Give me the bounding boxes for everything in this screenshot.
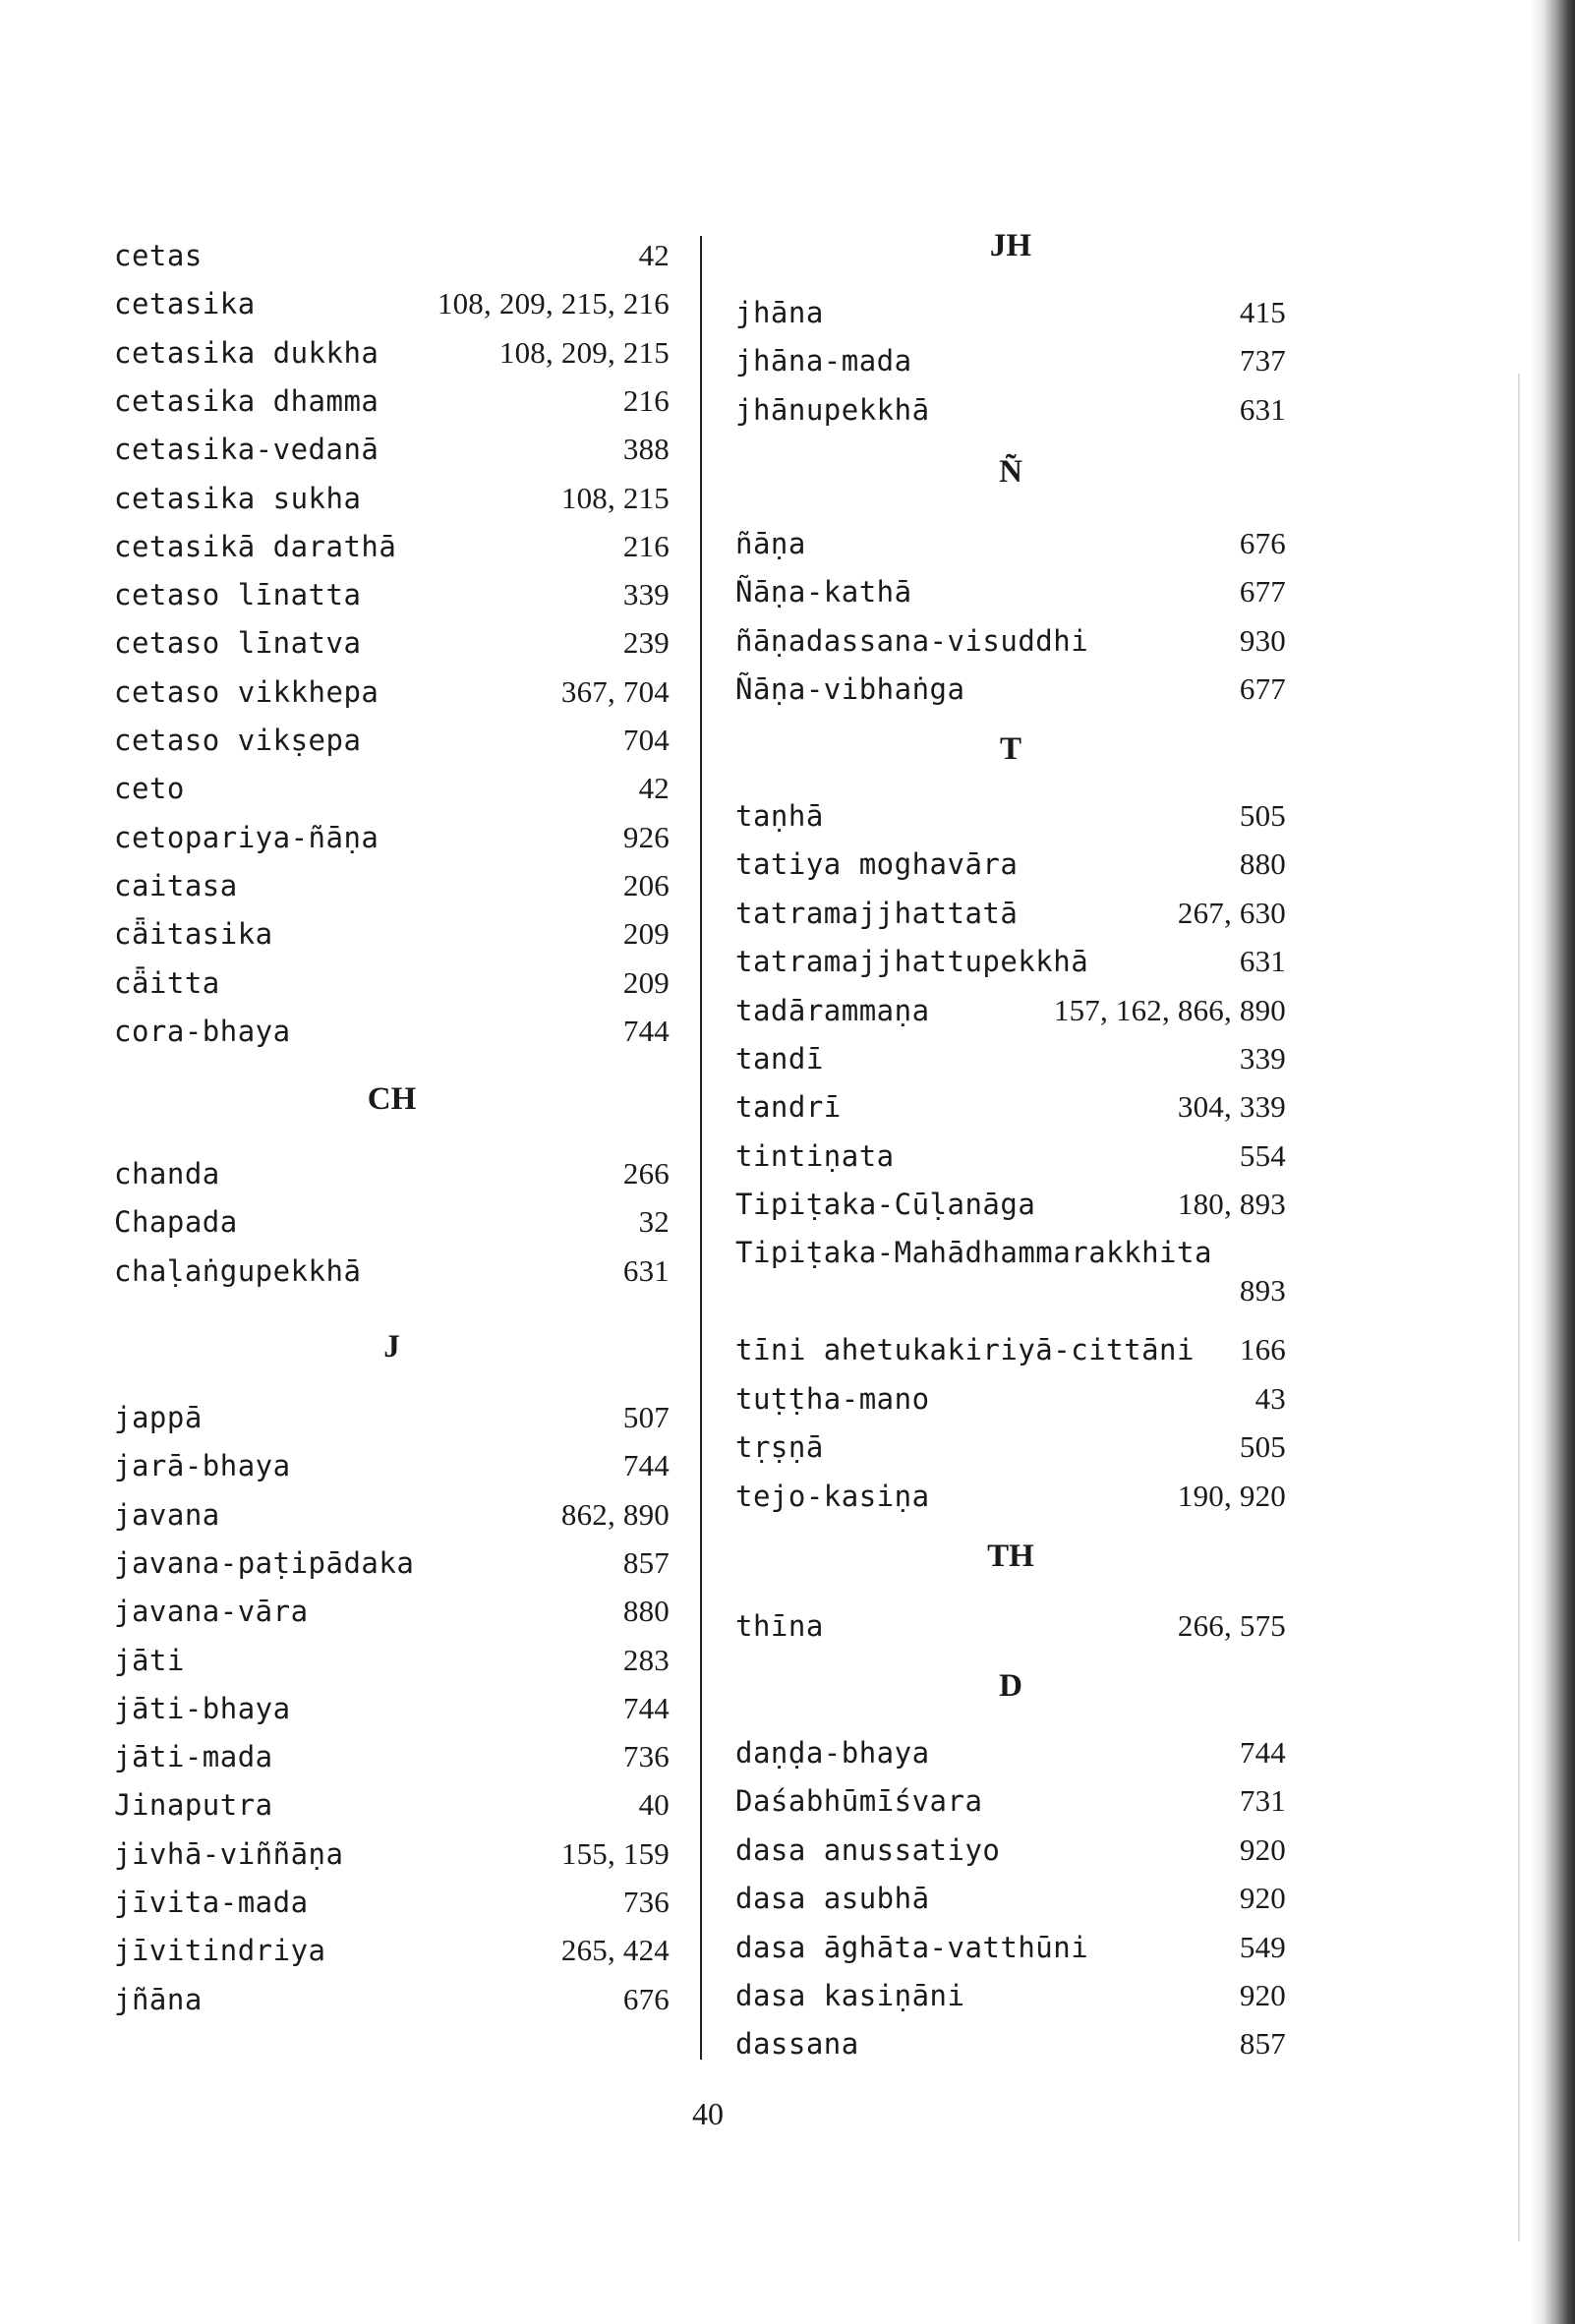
index-entry: [114, 1643, 670, 1686]
page-references: 42: [638, 238, 670, 272]
index-term: tejo-kasiṇa: [735, 1479, 930, 1513]
index-term: tīni ahetukakiriyā-cittāni: [735, 1333, 1195, 1367]
page-references: 283: [622, 1642, 670, 1677]
index-entry: [114, 383, 670, 427]
page-references: 415: [1239, 295, 1286, 329]
index-term: chanda: [114, 1157, 220, 1191]
index-term: tintiṇata: [735, 1138, 895, 1173]
index-entry: [114, 723, 670, 766]
index-term: cetopariya-ñāṇa: [114, 820, 379, 854]
index-term: cetaso līnatva: [114, 626, 362, 661]
index-term: Ñāṇa-kathā: [735, 575, 912, 610]
index-entry: [735, 392, 1286, 436]
index-term: jarā-bhaya: [114, 1449, 291, 1483]
index-entry: [735, 1608, 1286, 1652]
index-entry: [114, 529, 670, 572]
index-term: jhāna-mada: [735, 344, 912, 378]
index-entry: [114, 1933, 670, 1976]
index-term: cetas: [114, 239, 203, 272]
index-term: jñāna: [114, 1982, 203, 2016]
index-term: Ñāṇa-vibhaṅga: [735, 672, 965, 707]
page-references: 862, 890: [560, 1496, 670, 1532]
index-entry: [735, 1978, 1286, 2021]
index-term: jīvitindriya: [114, 1934, 326, 1968]
index-entry: [735, 1930, 1286, 1973]
page-references: 216: [622, 382, 670, 418]
page-references: 744: [622, 1690, 670, 1725]
index-term: tatiya moghavāra: [735, 847, 1019, 882]
index-entry: [114, 1885, 670, 1928]
index-term: Tipiṭaka-Cūḷanāga: [735, 1188, 1036, 1222]
index-term: cetasika: [114, 287, 256, 321]
index-term: cetasika sukha: [114, 481, 362, 515]
page-references: 880: [1239, 846, 1286, 882]
page-references: 505: [1239, 798, 1286, 833]
index-entry: [114, 577, 670, 620]
index-entry: [735, 623, 1286, 667]
index-term: tandrī: [735, 1090, 842, 1125]
index-entry: [114, 625, 670, 668]
index-entry: [735, 1332, 1286, 1375]
page-references: 631: [1239, 944, 1286, 979]
index-term: cetasikā darathā: [114, 529, 397, 563]
index-term: tadārammaṇa: [735, 993, 930, 1027]
column-divider: [700, 236, 702, 2060]
index-entry: [735, 993, 1286, 1036]
page-references: 920: [1239, 1831, 1286, 1867]
index-term: jāti-bhaya: [114, 1691, 291, 1725]
index-term: tatramajjhattatā: [735, 896, 1019, 930]
page-references: 505: [1239, 1429, 1286, 1465]
page-references: 731: [1239, 1783, 1286, 1819]
page-references: 920: [1239, 1978, 1286, 2012]
page-references: 108, 215: [560, 480, 670, 515]
index-entry: [735, 944, 1286, 987]
section-letter-heading: TH: [987, 1539, 1034, 1574]
page-references: 108, 209, 215, 216: [437, 286, 670, 321]
index-entry: [114, 1594, 670, 1637]
page-references: 40: [638, 1787, 670, 1823]
index-entry: [735, 1832, 1286, 1876]
index-entry: [114, 916, 670, 959]
index-entry: [735, 1187, 1286, 1230]
index-entry: [114, 286, 670, 329]
page-references: 367, 704: [560, 673, 670, 709]
page-references: 549: [1239, 1929, 1286, 1964]
index-entry: [114, 771, 670, 814]
page-references: 930: [1239, 622, 1286, 658]
page-references: 267, 630: [1177, 895, 1286, 930]
page-references: 266: [622, 1156, 670, 1191]
index-entry: [735, 295, 1286, 338]
scan-shadow-line: [1518, 374, 1520, 2241]
index-term: ceto: [114, 772, 185, 806]
index-entry: [114, 1787, 670, 1830]
page-references: 216: [622, 528, 670, 563]
index-term: Daśabhūmīśvara: [735, 1784, 983, 1819]
section-letter-heading: J: [383, 1329, 400, 1365]
page-references: 554: [1239, 1137, 1286, 1173]
index-term: jivhā-viññāṇa: [114, 1836, 344, 1871]
index-entry: [735, 1138, 1286, 1182]
index-entry: [735, 1479, 1286, 1522]
index-term: Chapada: [114, 1205, 238, 1240]
index-term: cetaso līnatta: [114, 578, 362, 612]
page-references: 677: [1239, 671, 1286, 707]
page-references: 676: [1239, 526, 1286, 560]
page-references: 239: [622, 625, 670, 661]
page-references: 265, 424: [560, 1933, 670, 1968]
index-entry: [735, 1041, 1286, 1084]
section-letter-heading: D: [999, 1668, 1022, 1704]
page-references: 190, 920: [1177, 1478, 1286, 1513]
page-references: 737: [1239, 343, 1286, 378]
index-entry: [114, 1253, 670, 1297]
index-entry: [735, 1429, 1286, 1473]
section-letter-heading: CH: [367, 1081, 417, 1117]
page-references: 42: [638, 771, 670, 806]
index-entry: [114, 238, 670, 281]
index-entry: [735, 1783, 1286, 1827]
index-term: jhānupekkhā: [735, 392, 930, 427]
scan-binding-edge: [1530, 0, 1575, 2324]
index-term: cetasika dukkha: [114, 335, 379, 370]
index-term: cetasika-vedanā: [114, 433, 379, 467]
page-references: 880: [622, 1594, 670, 1629]
index-entry: [735, 1881, 1286, 1924]
page-references: 43: [1254, 1380, 1286, 1416]
page-references: 155, 159: [560, 1835, 670, 1871]
index-term: daṇḍa-bhaya: [735, 1736, 930, 1770]
page-references: 339: [622, 577, 670, 612]
index-entry: [114, 1156, 670, 1199]
index-entry: [735, 1381, 1286, 1424]
index-term: taṇhā: [735, 799, 824, 833]
page-references: 744: [1239, 1735, 1286, 1770]
index-entry: [114, 335, 670, 378]
index-term: cora-bhaya: [114, 1014, 291, 1048]
page-references: 744: [622, 1013, 670, 1048]
index-term: cǟitasika: [114, 917, 273, 952]
index-entry: [114, 1400, 670, 1443]
page-references: 339: [1239, 1041, 1286, 1075]
page-references: 209: [622, 964, 670, 1000]
section-letter-heading: Ñ: [999, 454, 1022, 490]
index-entry: [735, 798, 1286, 842]
index-entry: [735, 671, 1286, 715]
index-term: ñāṇadassana-visuddhi: [735, 623, 1089, 658]
page-references: 704: [622, 723, 670, 757]
page-references: 206: [622, 867, 670, 902]
index-entry: [735, 896, 1286, 939]
index-term: cetasika dhamma: [114, 383, 379, 418]
index-term: javana-paṭipādaka: [114, 1545, 415, 1580]
index-term: jhāna: [735, 296, 824, 329]
index-entry: [114, 965, 670, 1009]
page-references: 920: [1239, 1881, 1286, 1916]
index-entry: [735, 1735, 1286, 1778]
page-references: 157, 162, 866, 890: [1053, 992, 1286, 1027]
page-references: 857: [1239, 2026, 1286, 2062]
section-letter-heading: JH: [989, 228, 1032, 263]
index-term: tatramajjhattupekkhā: [735, 945, 1089, 979]
index-term: dasa asubhā: [735, 1882, 930, 1916]
index-entry: [114, 868, 670, 911]
page-references: 677: [1239, 574, 1286, 610]
page-references: 108, 209, 215: [498, 334, 670, 370]
page-references: 676: [622, 1981, 670, 2016]
page-references: 209: [622, 916, 670, 952]
index-entry: [114, 1545, 670, 1589]
page-references: 507: [622, 1400, 670, 1434]
page-references: 631: [622, 1252, 670, 1288]
index-term: dasa anussatiyo: [735, 1832, 1001, 1867]
index-entry: [114, 1014, 670, 1057]
page-references: 893: [1239, 1272, 1286, 1307]
index-term: jappā: [114, 1401, 203, 1434]
page-references: 388: [622, 432, 670, 467]
page-references: 180, 893: [1177, 1187, 1286, 1222]
page-references: 744: [622, 1448, 670, 1483]
page-references: 166: [1239, 1332, 1286, 1367]
index-entry: [114, 1497, 670, 1540]
index-term: javana-vāra: [114, 1595, 309, 1629]
index-entry: [735, 526, 1286, 569]
index-term: dassana: [735, 2027, 859, 2062]
index-entry: [114, 674, 670, 718]
index-entry: [735, 574, 1286, 617]
index-term: chaḷaṅgupekkhā: [114, 1253, 362, 1288]
index-entry: [114, 432, 670, 475]
index-term: thīna: [735, 1609, 824, 1643]
index-term: jāti: [114, 1643, 185, 1677]
index-entry: [735, 343, 1286, 386]
index-term: caitasa: [114, 868, 238, 902]
page-references: 266, 575: [1177, 1608, 1286, 1643]
page-references: 304, 339: [1177, 1089, 1286, 1125]
index-entry: [114, 820, 670, 863]
index-term: cetaso vikṣepa: [114, 724, 362, 757]
page-references: 631: [1239, 391, 1286, 427]
index-term: ñāṇa: [735, 527, 806, 560]
index-term: jīvita-mada: [114, 1886, 309, 1919]
index-entry: [735, 1089, 1286, 1133]
page-references: 857: [622, 1544, 670, 1580]
section-letter-heading: T: [999, 731, 1021, 767]
index-entry: [114, 481, 670, 524]
index-entry: [114, 1739, 670, 1782]
index-term: tandī: [735, 1042, 824, 1075]
index-entry: [114, 1982, 670, 2025]
index-entry: [114, 1691, 670, 1734]
index-term: dasa kasiṇāni: [735, 1979, 965, 2012]
index-term: jāti-mada: [114, 1740, 273, 1774]
index-term: tṛṣṇā: [735, 1430, 824, 1465]
page-references: 32: [638, 1204, 670, 1240]
page-number: 40: [692, 2096, 724, 2131]
index-entry: [114, 1836, 670, 1880]
index-term: Jinaputra: [114, 1788, 273, 1823]
index-term: tuṭṭha-mano: [735, 1381, 930, 1416]
index-entry: [735, 846, 1286, 890]
index-term: Tipiṭaka-Mahādhammarakkhita: [735, 1235, 1212, 1269]
index-term: cǟitta: [114, 965, 220, 1000]
index-term: cetaso vikkhepa: [114, 674, 379, 709]
index-entry: [735, 2026, 1286, 2069]
page-references: 736: [622, 1885, 670, 1919]
index-term: javana: [114, 1497, 220, 1532]
index-entry: [114, 1448, 670, 1491]
page-references: 736: [622, 1739, 670, 1774]
page-references: 926: [622, 819, 670, 854]
index-entry: [735, 1236, 1286, 1322]
index-term: dasa āghāta-vatthūni: [735, 1930, 1089, 1964]
index-entry: [114, 1204, 670, 1248]
